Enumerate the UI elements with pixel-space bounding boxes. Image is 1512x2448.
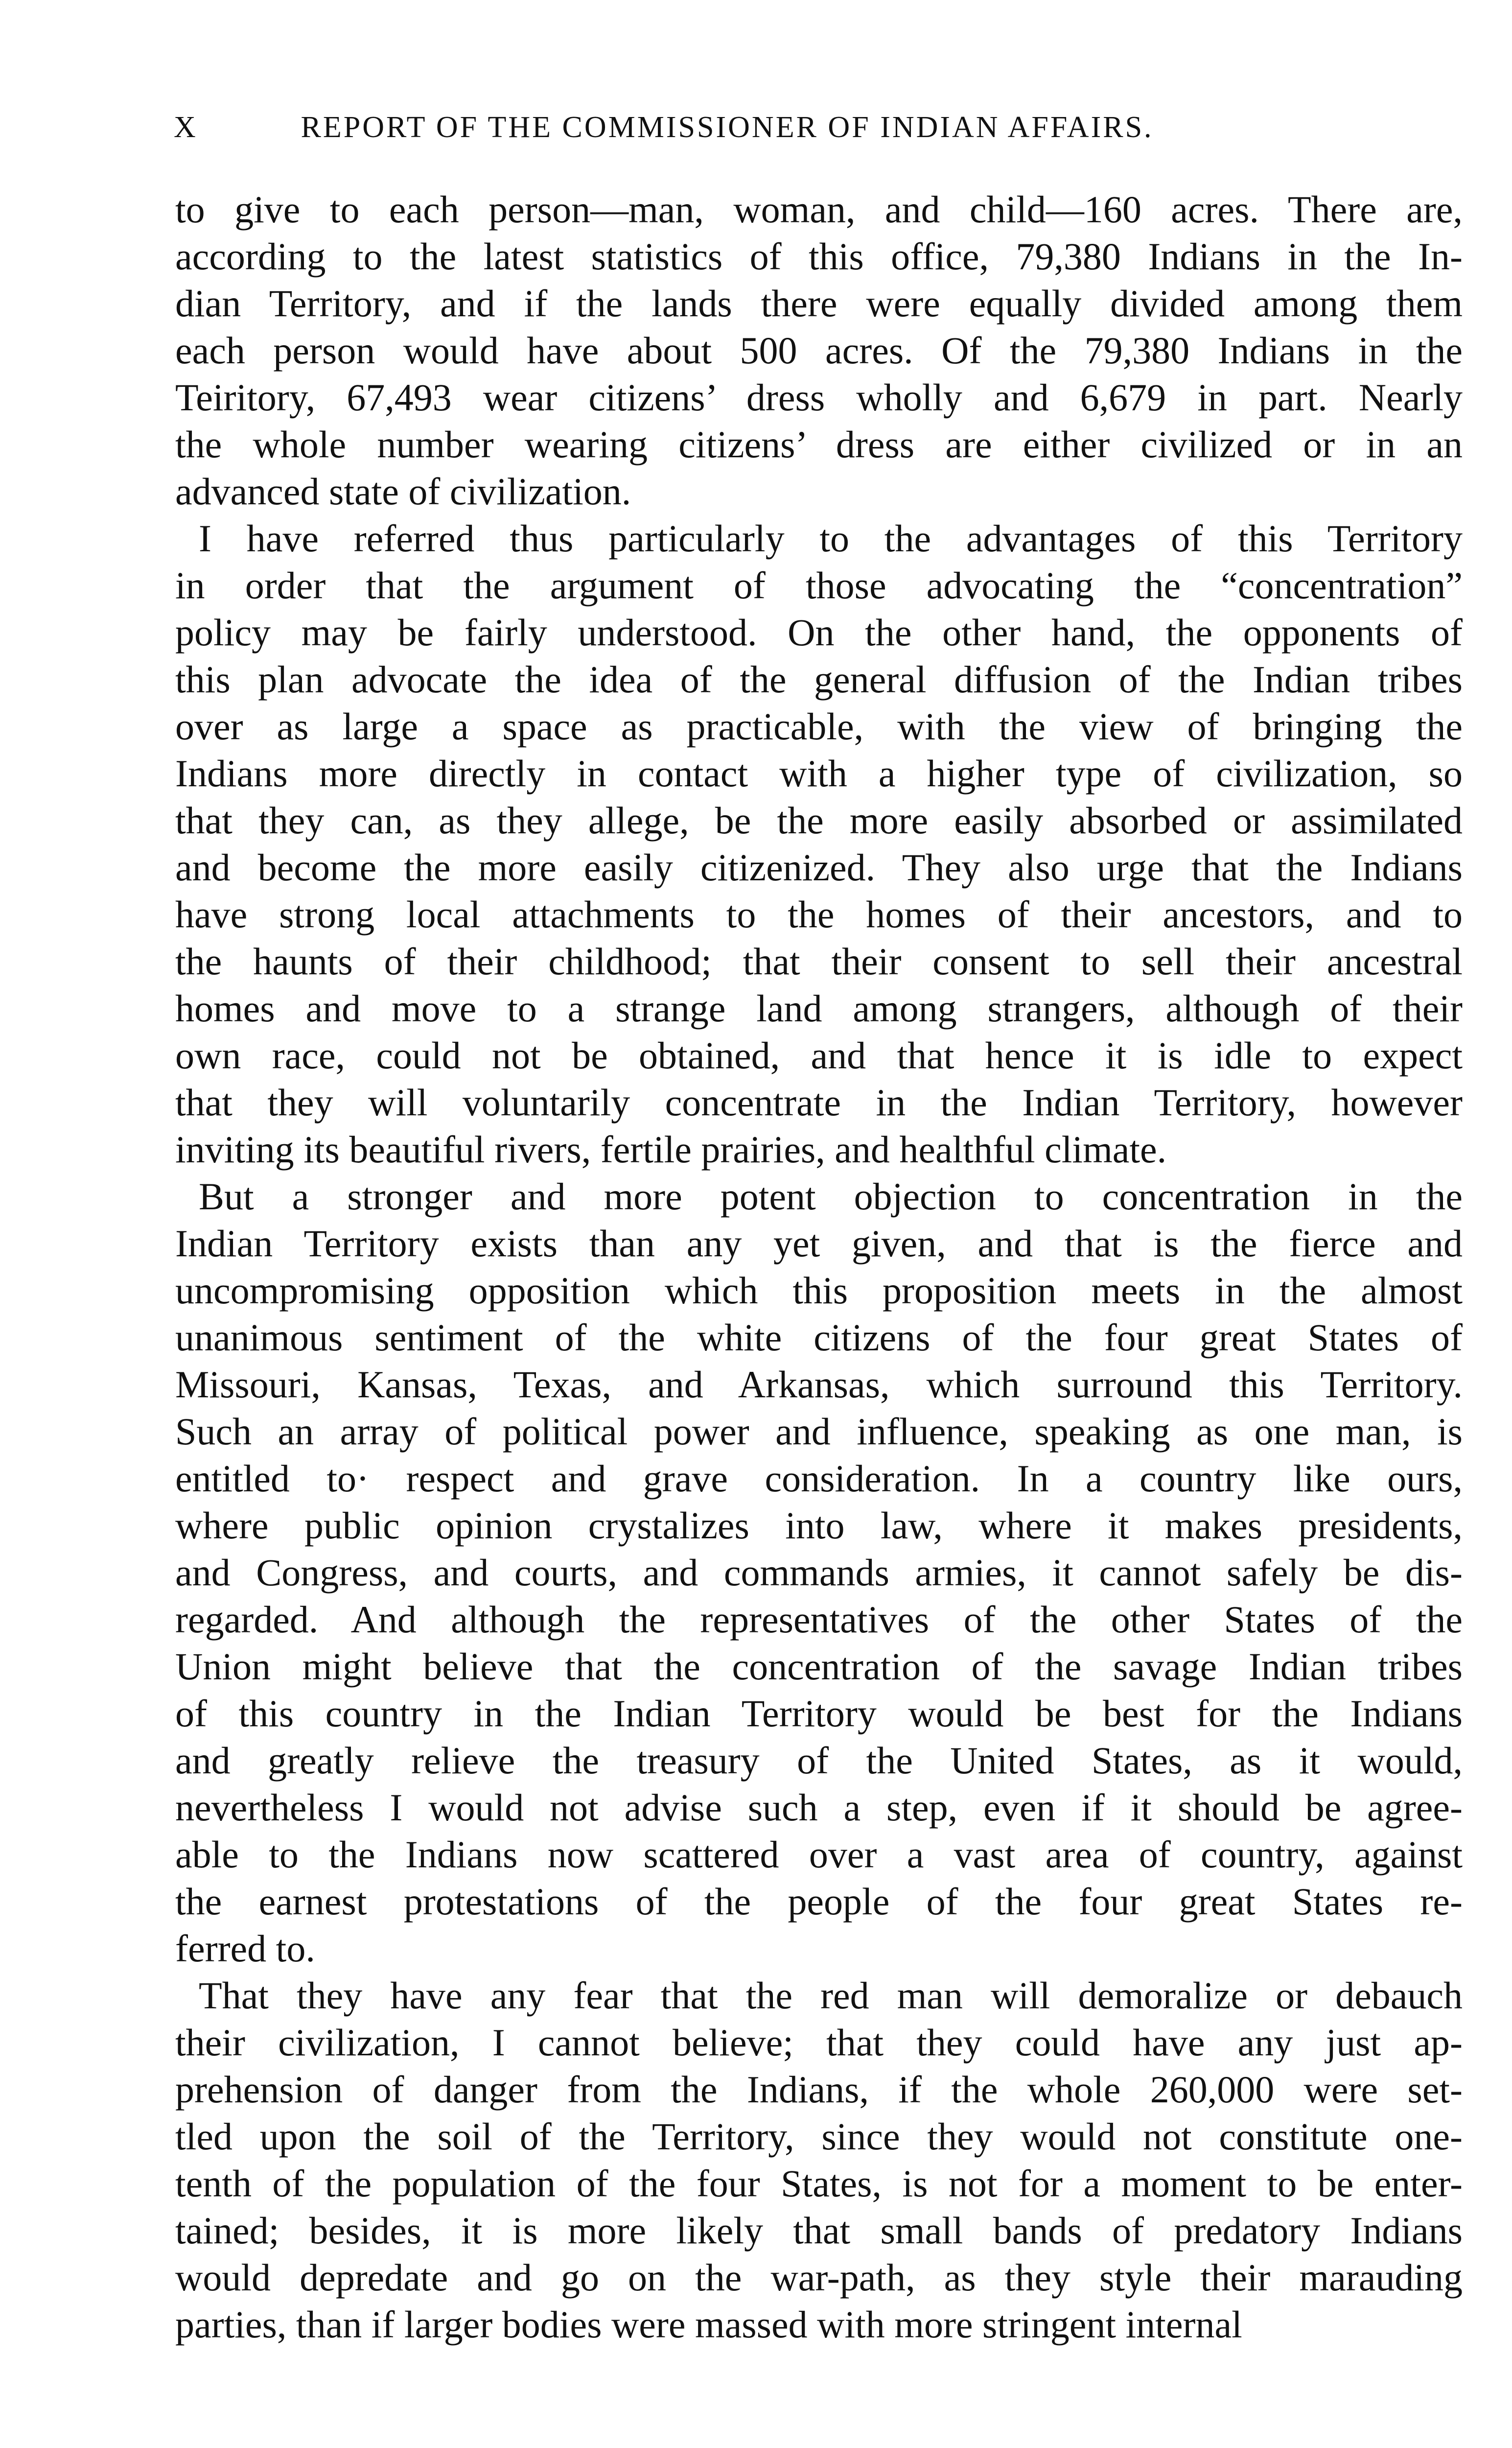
text-line: tained; besides, it is more likely that small bands of predatory Indians [175, 2209, 1463, 2252]
text-line: the haunts of their childhood; that their consent to sell their ancestral [175, 940, 1463, 983]
text-line: each person would have about 500 acres. Of the 79,380 Indians in the [175, 329, 1463, 372]
text-line: But a stronger and more potent objection to concentration in the [199, 1175, 1463, 1218]
text-line: prehension of danger from the Indians, if the whole 260,000 were set- [175, 2068, 1463, 2111]
text-line: Indian Territory exists than any yet given, and that is the fierce and [175, 1222, 1463, 1265]
text-line: homes and move to a strange land among strangers, although of their [175, 987, 1463, 1030]
text-line: regarded. And although the representatives of the other States of the [175, 1598, 1463, 1641]
text-line: Missouri, Kansas, Texas, and Arkansas, which surround this Territory. [175, 1363, 1463, 1406]
paragraph [175, 515, 1463, 1173]
text-line: to give to each person—man, woman, and child—160 acres. There are, [175, 188, 1463, 231]
text-line: tenth of the population of the four States, is not for a moment to be enter- [175, 2162, 1463, 2205]
text-line: this plan advocate the idea of the general diffusion of the Indian tribes [175, 658, 1463, 701]
text-line: their civilization, I cannot believe; that they could have any just ap- [175, 2021, 1463, 2064]
text-line: have strong local attachments to the homes of their ancestors, and to [175, 893, 1463, 936]
text-line: uncompromising opposition which this proposition meets in the almost [175, 1269, 1463, 1312]
text-line: and become the more easily citizenized. They also urge that the Indians [175, 846, 1463, 889]
text-line: policy may be fairly understood. On the other hand, the opponents of [175, 611, 1463, 654]
text-line: and Congress, and courts, and commands armies, it cannot safely be dis- [175, 1551, 1463, 1594]
text-line: the earnest protestations of the people of the four great States re- [175, 1880, 1463, 1923]
running-head [174, 110, 1349, 154]
text-line: according to the latest statistics of this office, 79,380 Indians in the In- [175, 235, 1463, 278]
text-line: Indians more directly in contact with a higher type of civilization, so [175, 752, 1463, 795]
text-line: over as large a space as practicable, with the view of bringing the [175, 705, 1463, 748]
paragraph [175, 1972, 1463, 2348]
text-line: of this country in the Indian Territory would be best for the Indians [175, 1692, 1463, 1735]
text-line: and greatly relieve the treasury of the United States, as it would, [175, 1739, 1463, 1782]
text-line: dian Territory, and if the lands there were equally divided among them [175, 282, 1463, 325]
text-line: where public opinion crystalizes into law, where it makes presidents, [175, 1504, 1463, 1547]
text-line: tled upon the soil of the Territory, since they would not constitute one- [175, 2115, 1463, 2158]
text-line: would depredate and go on the war-path, as they style their marauding [175, 2256, 1463, 2299]
text-line: that they can, as they allege, be the more easily absorbed or assimilated [175, 799, 1463, 842]
text-line: That they have any fear that the red man will demoralize or debauch [199, 1974, 1463, 2017]
text-line: own race, could not be obtained, and that hence it is idle to expect [175, 1034, 1463, 1077]
text-line: Teiritory, 67,493 wear citizens’ dress wholly and 6,679 in part. Nearly [175, 376, 1463, 419]
paragraph [175, 186, 1463, 515]
text-line: parties, than if larger bodies were massed with more stringent internal [175, 2303, 1242, 2346]
text-line: Union might believe that the concentration of the savage Indian tribes [175, 1645, 1463, 1688]
text-line: advanced state of civilization. [175, 470, 631, 513]
text-line: ferred to. [175, 1927, 315, 1970]
text-line: in order that the argument of those advocating the “concentration” [175, 564, 1463, 607]
text-line: able to the Indians now scattered over a vast area of country, against [175, 1833, 1463, 1876]
text-line: that they will voluntarily concentrate in the Indian Territory, however [175, 1081, 1463, 1124]
text-line: I have referred thus particularly to the advantages of this Territory [199, 517, 1463, 560]
paragraph [175, 1173, 1463, 1972]
text-line: unanimous sentiment of the white citizens of the four great States of [175, 1316, 1463, 1359]
text-line: nevertheless I would not advise such a step, even if it should be agree- [175, 1786, 1463, 1829]
text-line: the whole number wearing citizens’ dress are either civilized or in an [175, 423, 1463, 466]
page-number: X [174, 111, 198, 144]
text-line: inviting its beautiful rivers, fertile prairies, and healthful climate. [175, 1128, 1167, 1171]
text-line: entitled to· respect and grave consideration. In a country like ours, [175, 1457, 1463, 1500]
body-text [175, 186, 1463, 2348]
text-line: Such an array of political power and influence, speaking as one man, is [175, 1410, 1463, 1453]
running-head-title: REPORT OF THE COMMISSIONER OF INDIAN AFFAIRS. [301, 111, 1154, 144]
